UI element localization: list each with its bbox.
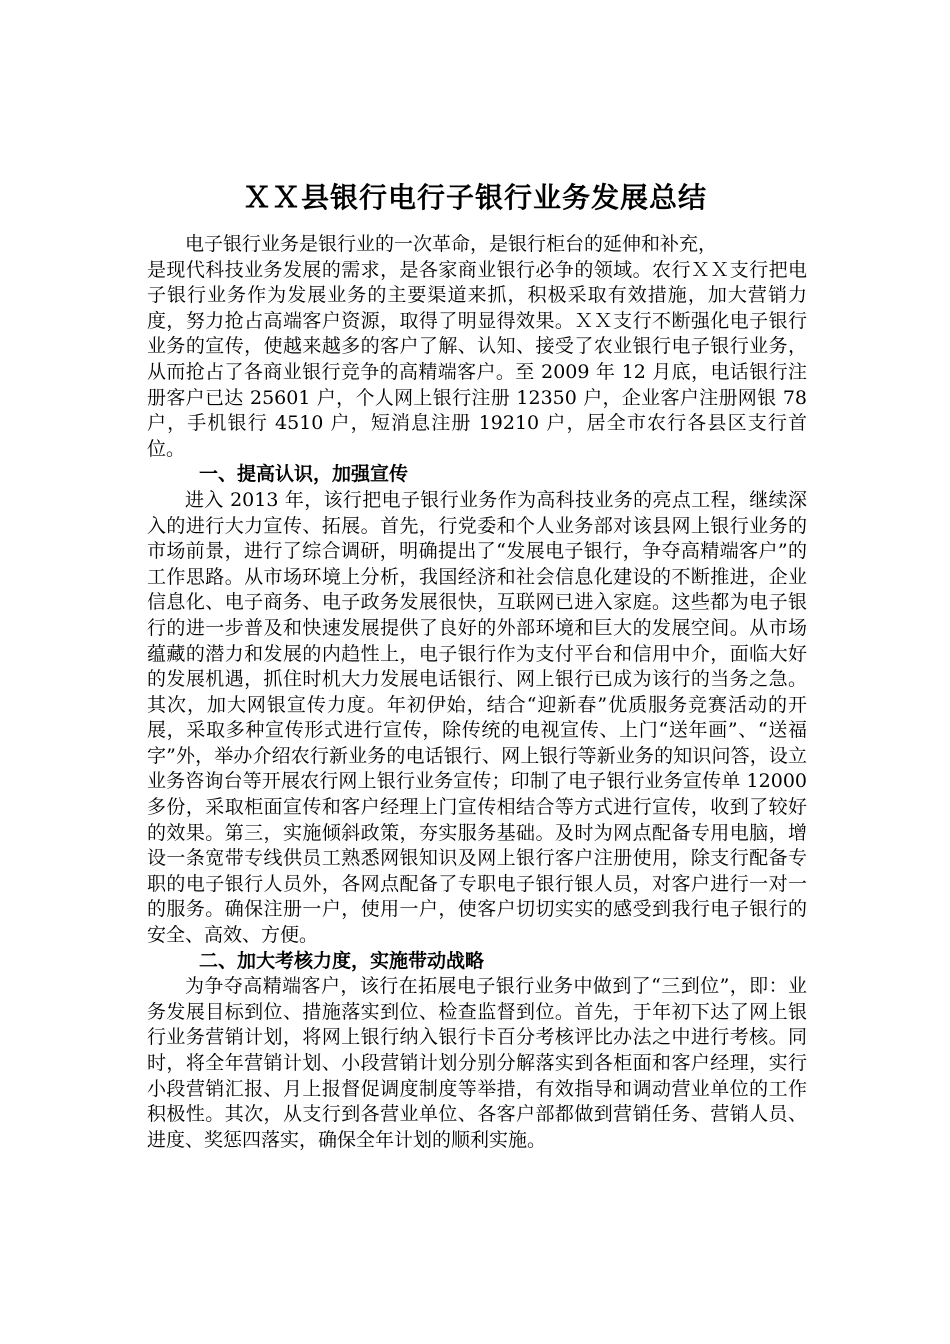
section2-heading: 二、加大考核力度，实施带动战略 <box>199 949 485 972</box>
intro-paragraph: 是现代科技业务发展的需求，是各家商业银行必争的领域。农行ＸＸ支行把电子银行业务作为发展业务的主要渠道来抓，积极采取有效措施，加大营销力度，努力抢占高端客户资源，取得了明显得效果。ＸＸ支行不断强化电子银行业务的宣传，使越来越多的客户了解、认知、接受了农业银行电子银行业务，从而抢占了各商业银行竞争的高精端客户。至 2009 年 12 月底，电话银行注册客户已达 25601 户，个人网上银行注册 12350 户，企业客户注册网银 78 户，手机银行 4510 户，短消息注册 19210 户，居全市农行各县区支行首位。 <box>147 258 807 460</box>
section1-paragraph: 进入 2013 年，该行把电子银行业务作为高科技业务的亮点工程，继续深入的进行大力宣传、拓展。首先，行党委和个人业务部对该县网上银行业务的市场前景，进行了综合调研，明确提出了“发展电子银行，争夺高精端客户”的工作思路。从市场环境上分析，我国经济和社会信息化建设的不断推进，企业信息化、电子商务、电子政务发展很快，互联网已进入家庭。这些都为电子银行的进一步普及和快速发展提供了良好的外部环境和巨大的发展空间。从市场蕴藏的潜力和发展的内趋性上，电子银行作为支付平台和信用中介，面临大好的发展机遇，抓住时机大力发展电话银行、网上银行已成为该行的当务之急。其次，加大网银宣传力度。年初伊始，结合“迎新春”优质服务竞赛活动的开展，采取多种宣传形式进行宣传，除传统的电视宣传、上门“送年画”、“送福字”外，举办介绍农行新业务的电话银行、网上银行等新业务的知识问答，设立业务咨询台等开展农行网上银行业务宣传；印制了电子银行业务宣传单 12000 多份，采取柜面宣传和客户经理上门宣传相结合等方式进行宣传，收到了较好的效果。第三，实施倾斜政策，夯实服务基础。及时为网点配备专用电脑，增设一条宽带专线供员工熟悉网银知识及网上银行客户注册使用，除支行配备专职的电子银行人员外，各网点配备了专职电子银行银人员，对客户进行一对一的服务。确保注册一户，使用一户，使客户切切实实的感受到我行电子银行的安全、高效、方便。 <box>147 488 807 947</box>
intro-first-line: 电子银行业务是银行业的一次革命，是银行柜台的延伸和补充， <box>185 233 718 255</box>
section1-heading: 一、提高认识，加强宣传 <box>199 463 409 486</box>
document-body <box>147 232 807 1153</box>
document-title: ＸＸ县银行电行子银行业务发展总结 <box>242 181 707 214</box>
section2-paragraph: 为争夺高精端客户，该行在拓展电子银行业务中做到了“三到位”，即：业务发展目标到位、措施落实到位、检查监督到位。首先，于年初下达了网上银行业务营销计划，将网上银行纳入银行卡百分考核评比办法之中进行考核。同时，将全年营销计划、小段营销计划分别分解落实到各柜面和客户经理，实行小段营销汇报、月上报督促调度制度等举措，有效指导和调动营业单位的工作积极性。其次，从支行到各营业单位、各客户部都做到营销任务、营销人员、进度、奖惩四落实，确保全年计划的顺利实施。 <box>147 975 807 1151</box>
